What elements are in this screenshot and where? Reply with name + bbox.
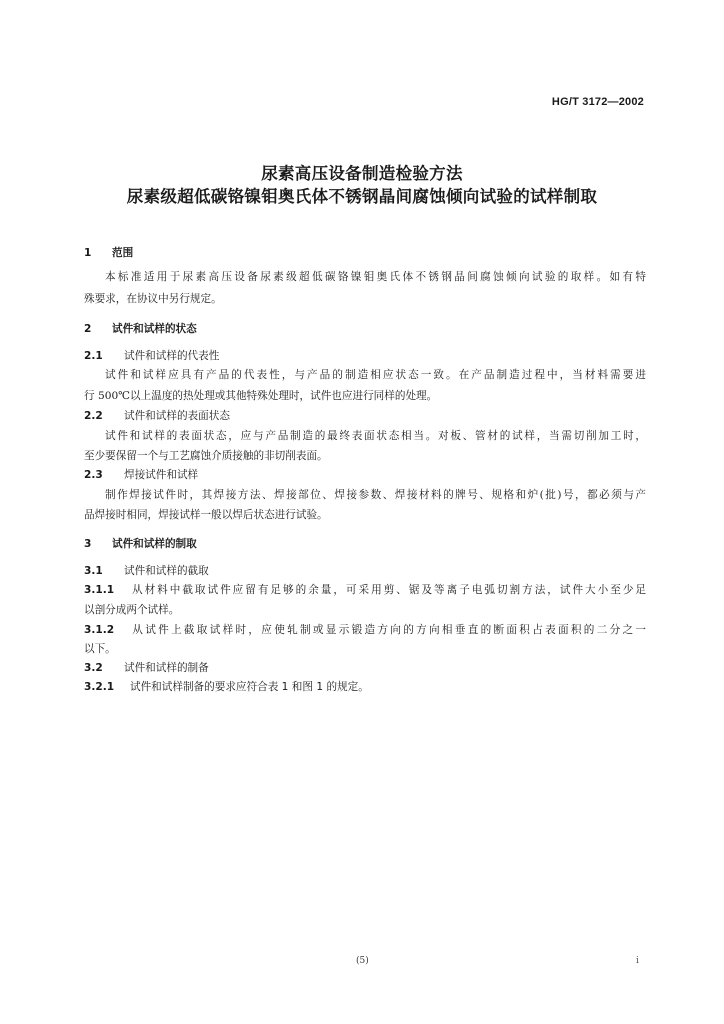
section-2-2-heading: [84, 409, 646, 423]
section-3-2-1-line: [84, 680, 646, 694]
section-number: 2: [84, 323, 92, 335]
section-title: 试件和试样的制取: [112, 538, 197, 550]
section-3-2-heading: [84, 661, 646, 675]
section-2-3-line1: 制作焊接试件时，其焊接方法、焊接部位、焊接参数、焊接材料的牌号、规格和炉(批)号，都必须与产: [105, 489, 646, 501]
section-3-1-2-line1: [84, 623, 646, 637]
section-title: 试件和试样的表面状态: [124, 410, 230, 422]
section-2-3-heading: [84, 468, 646, 482]
section-2-2-line2: 至少要保留一个与工艺腐蚀介质接触的非切削表面。: [84, 450, 328, 462]
section-2-heading: [84, 322, 646, 336]
section-number: 3.2: [84, 662, 103, 674]
section-title: 试件和试样的制备: [124, 662, 209, 674]
section-1-paragraph-line2: 殊要求，在协议中另行规定。: [84, 293, 222, 305]
section-text: 试件和试样制备的要求应符合表 1 和图 1 的规定。: [130, 681, 369, 693]
section-title: 焊接试件和试样: [124, 469, 199, 481]
section-number: 2.2: [84, 410, 103, 422]
section-2-3-line2: 品焊接时相同，焊接试样一般以焊后状态进行试验。: [84, 509, 328, 521]
page-number: (5): [356, 956, 369, 966]
document-title-line2: 尿素级超低碳铬镍钼奥氏体不锈钢晶间腐蚀倾向试验的试样制取: [126, 187, 598, 206]
section-title: 试件和试样的状态: [112, 323, 197, 335]
section-2-1-line2: 行 500℃以上温度的热处理或其他特殊处理时，试件也应进行同样的处理。: [84, 390, 438, 402]
section-title: 范围: [112, 247, 134, 259]
section-3-1-1-line2: 以剖分成两个试样。: [84, 604, 180, 616]
section-number: 3: [84, 538, 92, 550]
section-text: 从试件上截取试样时，应使轧制或显示锻造方向的方向相垂直的断面积占表面积的二分之一: [130, 624, 646, 636]
section-3-1-2-line2: 以下。: [84, 643, 116, 655]
section-2-1-line1: 试件和试样应具有产品的代表性，与产品的制造相应状态一致。在产品制造过程中，当材料需要进: [105, 369, 646, 381]
document-title-line1: 尿素高压设备制造检验方法: [261, 164, 463, 183]
section-number: 2.3: [84, 469, 103, 481]
section-title: 试件和试样的代表性: [124, 350, 220, 362]
section-text: 从材料中截取试件应留有足够的余量，可采用剪、锯及等离子电弧切割方法，试件大小至少足: [130, 584, 646, 596]
page-corner-mark: i: [636, 956, 639, 966]
section-2-1-heading: [84, 349, 646, 363]
section-3-1-1-line1: [84, 583, 646, 597]
section-number: 3.2.1: [84, 681, 115, 693]
section-number: 3.1: [84, 565, 103, 577]
section-2-2-line1: 试件和试样的表面状态，应与产品制造的最终表面状态相当。对板、管材的试样，当需切削加工时，: [105, 430, 646, 442]
section-3-1-heading: [84, 564, 646, 578]
section-number: 1: [84, 247, 92, 259]
section-1-paragraph-line1: 本标准适用于尿素高压设备尿素级超低碳铬镍钼奥氏体不锈钢晶间腐蚀倾向试验的取样。如有特: [105, 271, 646, 283]
section-title: 试件和试样的截取: [124, 565, 209, 577]
section-number: 2.1: [84, 350, 103, 362]
section-3-heading: [84, 537, 646, 551]
section-number: 3.1.2: [84, 624, 115, 636]
section-1-heading: [84, 246, 646, 260]
section-number: 3.1.1: [84, 584, 115, 596]
standard-code: HG/T 3172—2002: [551, 96, 644, 108]
